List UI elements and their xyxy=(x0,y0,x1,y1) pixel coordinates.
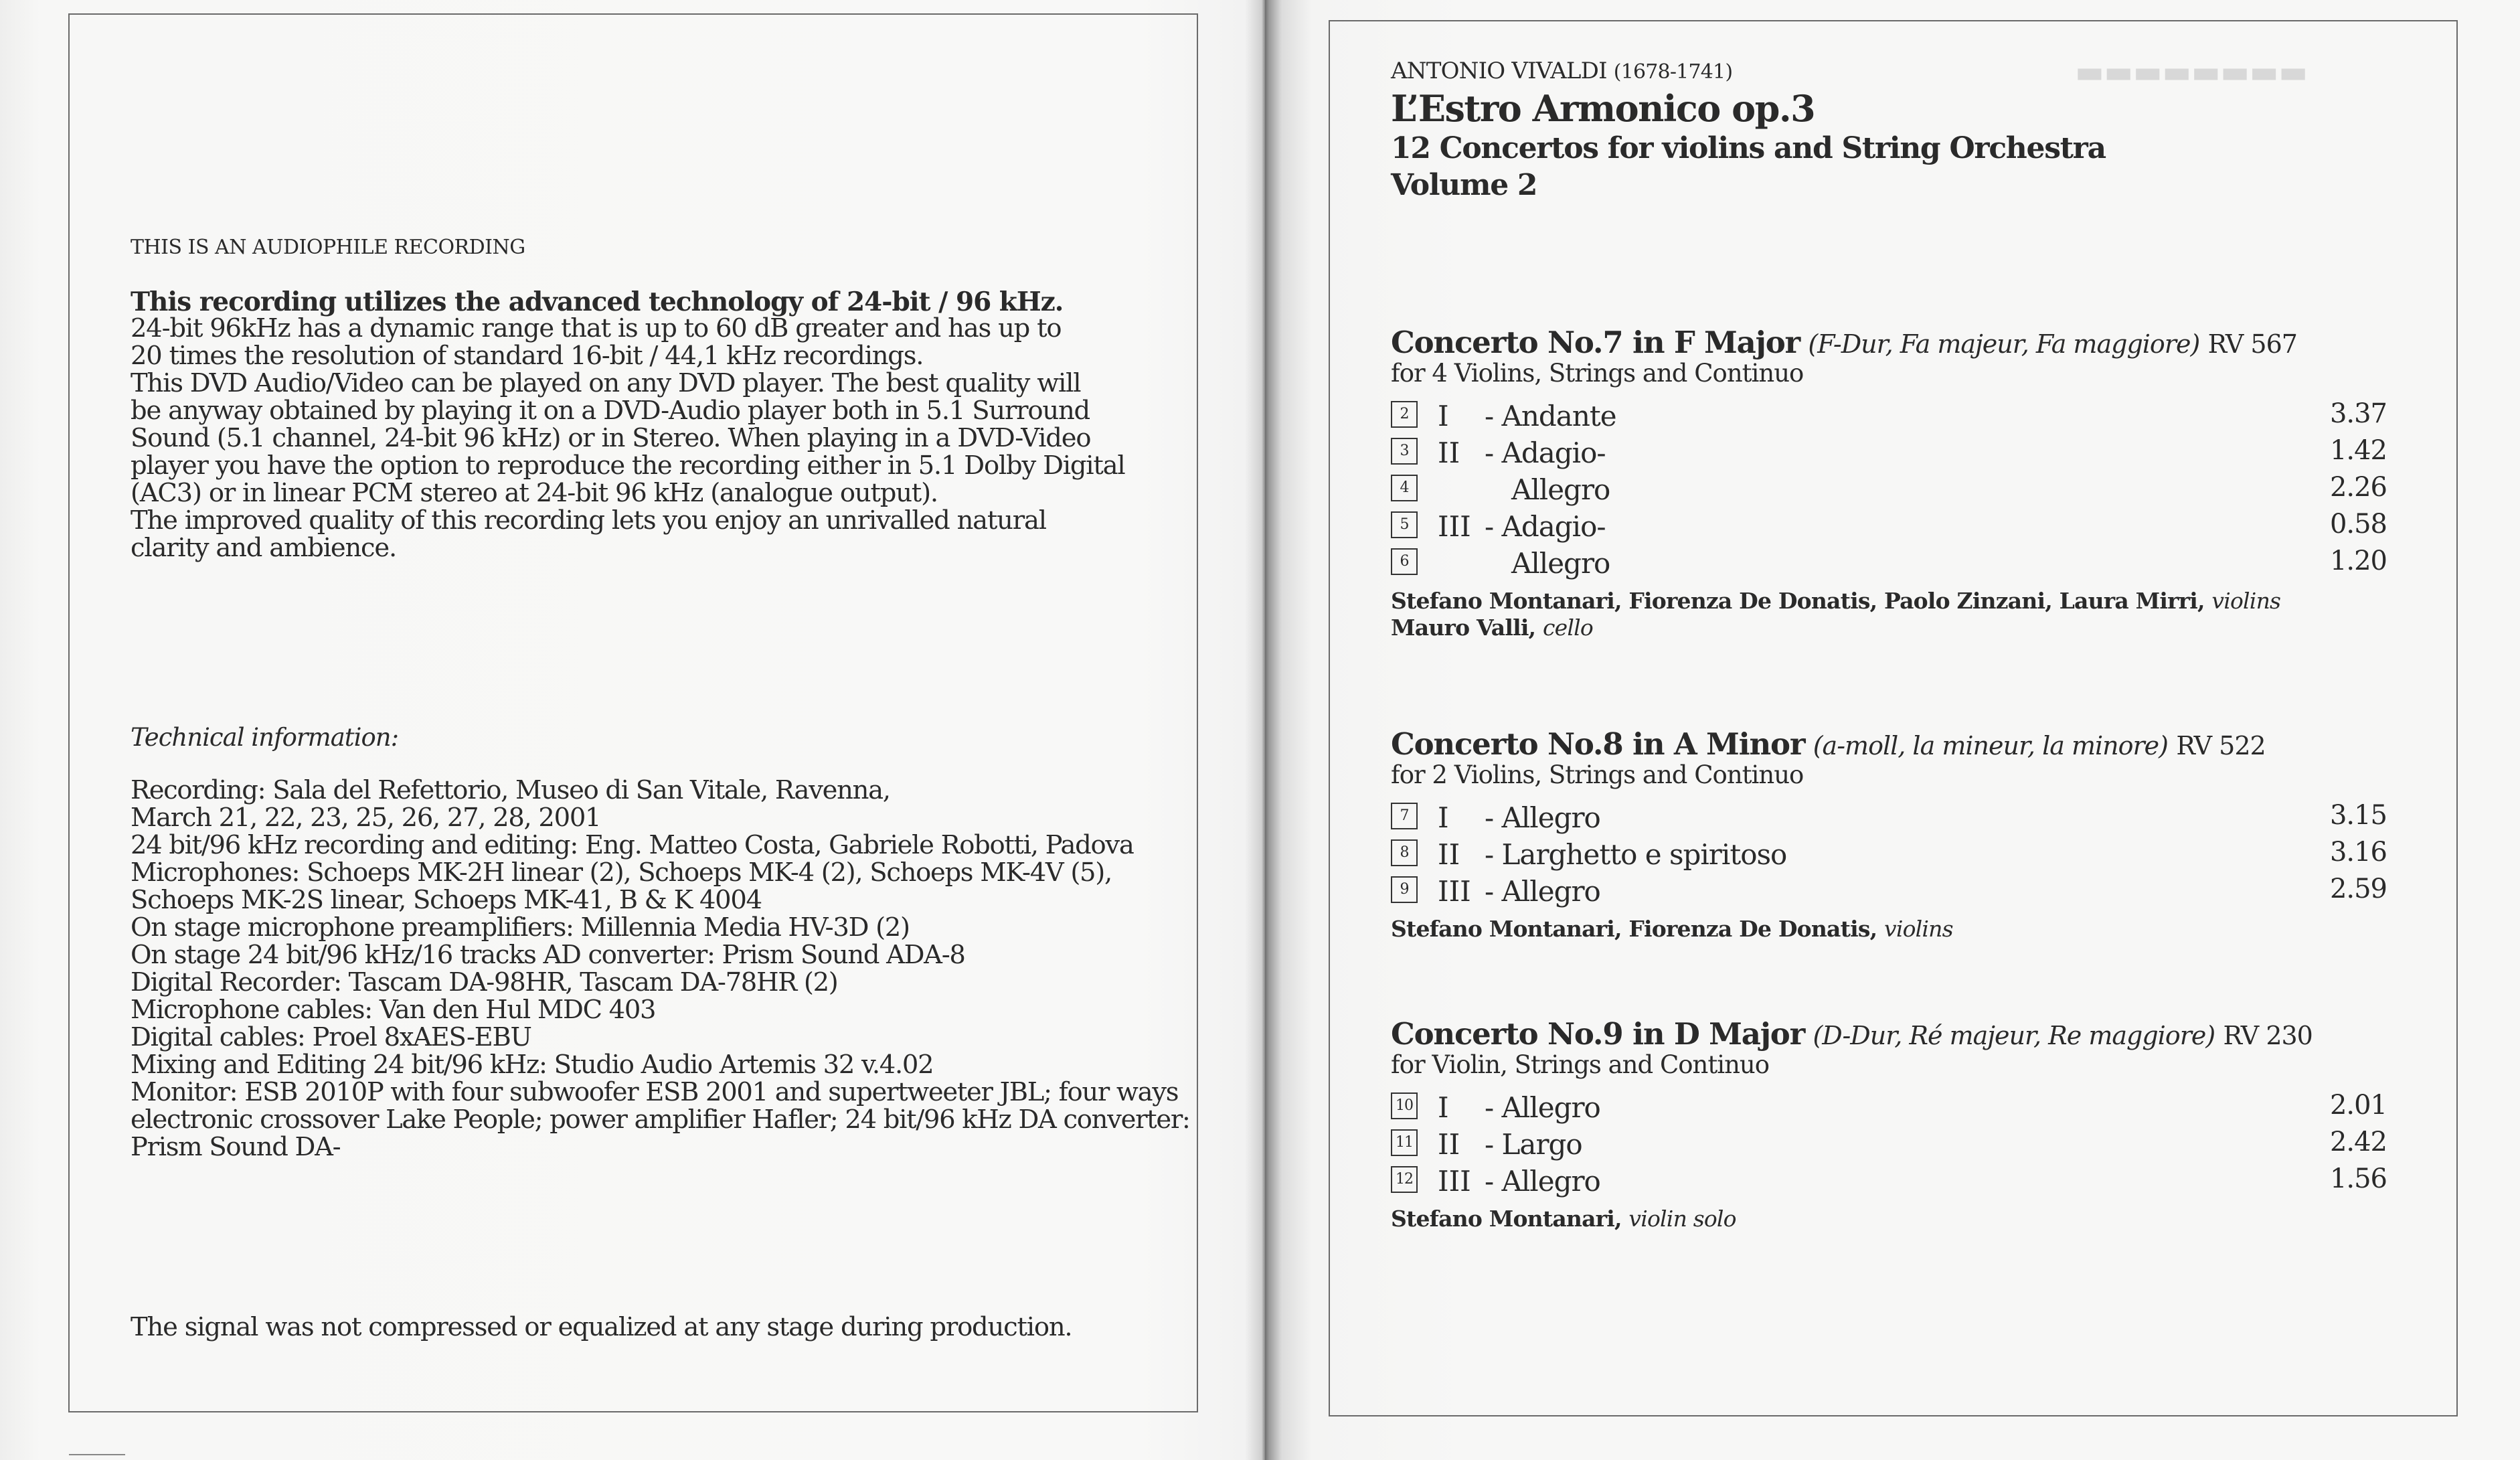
track-number-box: 9 xyxy=(1391,876,1418,903)
movement-title: - Allegro xyxy=(1485,801,1600,834)
performer-line xyxy=(1391,588,2395,615)
work-title: L’Estro Armonico op.3 xyxy=(1391,87,1815,130)
tech-line: Microphones: Schoeps MK-2H linear (2), Schoeps MK-4 (2), Schoeps MK-4V (5), xyxy=(131,858,1112,888)
work-subtitle: 12 Concertos for violins and String Orchestra xyxy=(1391,131,2106,165)
concerto-section xyxy=(1391,325,2395,641)
movement-number: I xyxy=(1438,801,1449,834)
performer-line xyxy=(1391,916,2395,943)
page-edge-mark xyxy=(69,1454,125,1455)
intro-bold-statement: This recording utilizes the advanced technology of 24-bit / 96 kHz. xyxy=(131,287,1064,317)
movement-number: III xyxy=(1438,1165,1471,1198)
movement-title: - Larghetto e spiritoso xyxy=(1485,838,1787,871)
concerto-section xyxy=(1391,726,2395,943)
concerto-heading xyxy=(1391,325,2395,360)
intro-line: clarity and ambience. xyxy=(131,533,397,563)
tech-line: electronic crossover Lake People; power amplifier Hafler; 24 bit/96 kHz DA converter: xyxy=(131,1105,1190,1135)
track-row xyxy=(1391,801,2395,838)
intro-line: Sound (5.1 channel, 24-bit 96 kHz) or in Stereo. When playing in a DVD-Video xyxy=(131,423,1091,453)
concerto-alt-keys: (D-Dur, Ré majeur, Re maggiore) xyxy=(1813,1021,2215,1050)
tech-line: Prism Sound DA- xyxy=(131,1132,341,1162)
concerto-rv-number: RV 567 xyxy=(2207,329,2297,359)
concerto-name: Concerto No.7 in F Major xyxy=(1391,325,1800,360)
performer-role: violins xyxy=(2211,588,2281,614)
track-row xyxy=(1391,1128,2395,1165)
movement-number: II xyxy=(1438,838,1460,871)
performer-names: Stefano Montanari, Fiorenza De Donatis, xyxy=(1391,916,1877,942)
track-number-box: 4 xyxy=(1391,475,1418,501)
track-duration: 0.58 xyxy=(2329,509,2387,540)
tech-line: Schoeps MK-2S linear, Schoeps MK-41, B & K 4004 xyxy=(131,885,762,915)
signal-note: The signal was not compressed or equalized at any stage during production. xyxy=(131,1312,1072,1342)
movement-number: I xyxy=(1438,400,1449,432)
intro-line: player you have the option to reproduce the recording either in 5.1 Dolby Digital xyxy=(131,451,1125,481)
track-list xyxy=(1391,1091,2395,1202)
tech-line: Mixing and Editing 24 bit/96 kHz: Studio Audio Artemis 32 v.4.02 xyxy=(131,1050,934,1080)
track-duration: 1.20 xyxy=(2329,546,2387,576)
tech-line: On stage microphone preamplifiers: Millennia Media HV-3D (2) xyxy=(131,912,910,943)
intro-line: 20 times the resolution of standard 16-bit / 44,1 kHz recordings. xyxy=(131,341,924,371)
performer-names: Stefano Montanari, Fiorenza De Donatis, Paolo Zinzani, Laura Mirri, xyxy=(1391,588,2205,614)
concerto-rv-number: RV 230 xyxy=(2223,1021,2313,1050)
movement-title: - Allegro xyxy=(1485,875,1600,908)
performers-credit xyxy=(1391,1206,2395,1232)
performers-credit xyxy=(1391,588,2395,641)
track-number-box: 11 xyxy=(1391,1129,1418,1156)
tech-line: Digital Recorder: Tascam DA-98HR, Tascam DA-78HR (2) xyxy=(131,967,838,997)
intro-line: 24-bit 96kHz has a dynamic range that is up to 60 dB greater and has up to xyxy=(131,313,1062,343)
intro-line: be anyway obtained by playing it on a DVD-Audio player both in 5.1 Surround xyxy=(131,396,1090,426)
intro-line: The improved quality of this recording lets you enjoy an unrivalled natural xyxy=(131,505,1046,536)
movement-number: III xyxy=(1438,875,1471,908)
concerto-rv-number: RV 522 xyxy=(2176,731,2266,760)
performer-line xyxy=(1391,1206,2395,1232)
track-row xyxy=(1391,875,2395,912)
movement-title: - Allegro xyxy=(1485,1165,1600,1198)
track-duration: 2.01 xyxy=(2329,1090,2387,1121)
track-list xyxy=(1391,801,2395,912)
track-duration: 3.37 xyxy=(2329,398,2387,429)
volume-label: Volume 2 xyxy=(1391,168,1537,202)
tech-line: Microphone cables: Van den Hul MDC 403 xyxy=(131,995,656,1025)
track-row xyxy=(1391,838,2395,875)
track-number-box: 10 xyxy=(1391,1092,1418,1119)
composer-line xyxy=(1391,58,1732,84)
performers-credit xyxy=(1391,916,2395,943)
concerto-alt-keys: (a-moll, la mineur, la minore) xyxy=(1813,731,2168,760)
movement-title: - Largo xyxy=(1485,1128,1582,1161)
track-number-box: 3 xyxy=(1391,438,1418,465)
track-row xyxy=(1391,547,2395,584)
movement-number: II xyxy=(1438,436,1460,469)
track-number-box: 12 xyxy=(1391,1166,1418,1193)
tech-line: Recording: Sala del Refettorio, Museo di San Vitale, Ravenna, xyxy=(131,775,890,805)
performer-role: violin solo xyxy=(1628,1206,1736,1232)
technical-info-title: Technical information: xyxy=(131,723,399,752)
concerto-name: Concerto No.9 in D Major xyxy=(1391,1016,1805,1052)
movement-number: II xyxy=(1438,1128,1460,1161)
track-row xyxy=(1391,510,2395,547)
track-list xyxy=(1391,400,2395,584)
concerto-section xyxy=(1391,1016,2395,1232)
movement-title: - Adagio- xyxy=(1485,436,1606,469)
movement-title: - Allegro xyxy=(1485,1091,1600,1124)
composer-dates: (1678-1741) xyxy=(1613,60,1733,84)
track-duration: 2.59 xyxy=(2329,874,2387,904)
track-duration: 1.56 xyxy=(2329,1163,2387,1194)
concerto-scoring: for Violin, Strings and Continuo xyxy=(1391,1050,1770,1079)
work-subtitle-block xyxy=(1391,130,2106,204)
intro-paragraph xyxy=(131,315,1125,562)
track-row xyxy=(1391,473,2395,510)
concerto-heading xyxy=(1391,1016,2395,1052)
movement-number: I xyxy=(1438,1091,1449,1124)
track-row xyxy=(1391,400,2395,436)
movement-title: Allegro xyxy=(1511,547,1610,580)
track-duration: 3.15 xyxy=(2329,800,2387,831)
performer-names: Mauro Valli, xyxy=(1391,615,1536,641)
track-number-box: 8 xyxy=(1391,839,1418,866)
intro-line: This DVD Audio/Video can be played on any DVD player. The best quality will xyxy=(131,368,1081,398)
track-duration: 2.26 xyxy=(2329,472,2387,503)
track-duration: 1.42 xyxy=(2329,435,2387,466)
left-page-frame xyxy=(68,13,1198,1412)
tech-line: March 21, 22, 23, 25, 26, 27, 28, 2001 xyxy=(131,803,601,833)
track-row xyxy=(1391,1091,2395,1128)
concerto-alt-keys: (F-Dur, Fa majeur, Fa maggiore) xyxy=(1808,329,2200,359)
tech-line: On stage 24 bit/96 kHz/16 tracks AD converter: Prism Sound ADA-8 xyxy=(131,940,965,970)
concerto-name: Concerto No.8 in A Minor xyxy=(1391,726,1805,762)
tech-line: Monitor: ESB 2010P with four subwoofer ESB 2001 and supertweeter JBL; four ways xyxy=(131,1077,1179,1107)
concerto-scoring: for 2 Violins, Strings and Continuo xyxy=(1391,760,1804,789)
track-duration: 2.42 xyxy=(2329,1127,2387,1157)
movement-title: Allegro xyxy=(1511,473,1610,506)
performer-line xyxy=(1391,615,2395,641)
track-number-box: 7 xyxy=(1391,803,1418,829)
tech-line: Digital cables: Proel 8xAES-EBU xyxy=(131,1022,531,1052)
performer-role: violins xyxy=(1884,916,1953,942)
composer-name: ANTONIO VIVALDI xyxy=(1391,58,1607,84)
track-row xyxy=(1391,1165,2395,1202)
tech-line: 24 bit/96 kHz recording and editing: Eng. Matteo Costa, Gabriele Robotti, Padova xyxy=(131,830,1134,860)
track-number-box: 5 xyxy=(1391,511,1418,538)
track-duration: 3.16 xyxy=(2329,837,2387,868)
intro-line: (AC3) or in linear PCM stereo at 24-bit 96 kHz (analogue output). xyxy=(131,478,938,508)
concerto-heading xyxy=(1391,726,2395,762)
track-number-box: 6 xyxy=(1391,548,1418,575)
movement-title: - Adagio- xyxy=(1485,510,1606,543)
movement-number: III xyxy=(1438,510,1471,543)
track-number-box: 2 xyxy=(1391,401,1418,428)
performer-names: Stefano Montanari, xyxy=(1391,1206,1622,1232)
performer-role: cello xyxy=(1542,615,1593,641)
audiophile-heading: THIS IS AN AUDIOPHILE RECORDING xyxy=(131,236,525,259)
track-row xyxy=(1391,436,2395,473)
movement-title: - Andante xyxy=(1485,400,1616,432)
concerto-scoring: for 4 Violins, Strings and Continuo xyxy=(1391,359,1804,388)
show-through-decoration: ▬▬▬▬▬▬▬▬ xyxy=(2075,54,2308,90)
technical-info-list xyxy=(131,777,1190,1161)
